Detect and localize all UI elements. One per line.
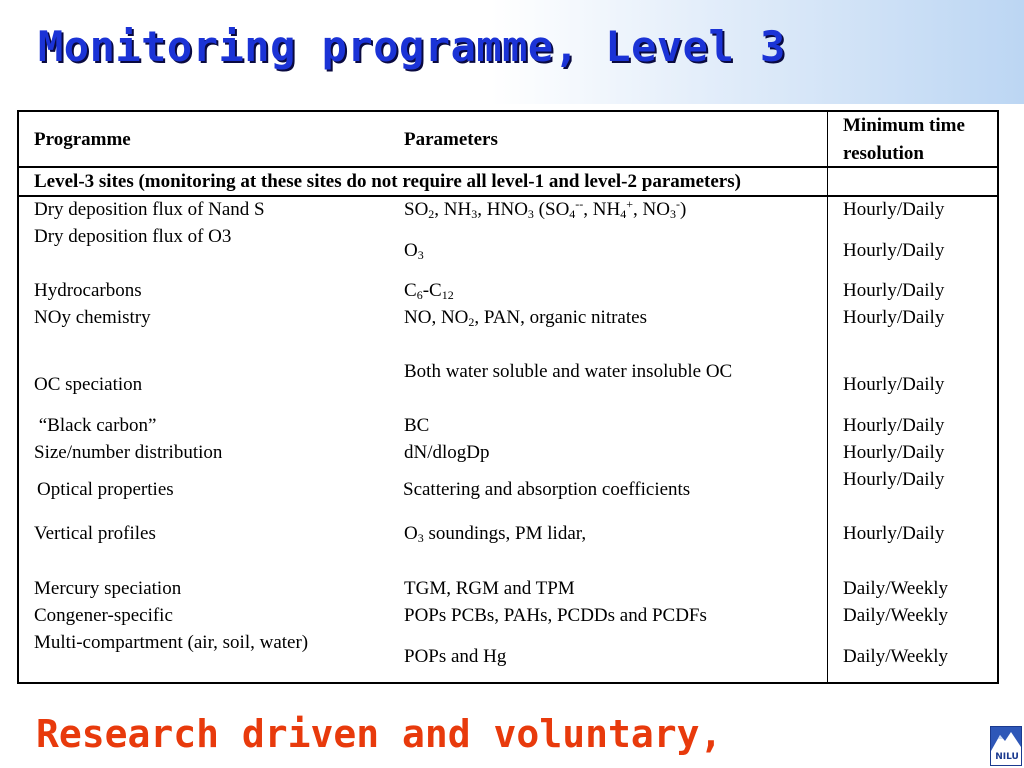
header-programme: Programme bbox=[34, 129, 131, 150]
row-12-programme: Multi-compartment (air, soil, water) bbox=[34, 632, 309, 653]
row-7-resolution: Hourly/Daily bbox=[843, 442, 945, 463]
row-12-resolution: Daily/Weekly bbox=[843, 646, 949, 667]
row-4-parameters: NO, $NO_2$, PAN, organic nitrates bbox=[404, 307, 647, 329]
row-3-resolution: Hourly/Daily bbox=[843, 280, 945, 301]
slide-title: Monitoring programme, Level 3 bbox=[38, 22, 786, 71]
row-7-parameters: dN/dlogDp bbox=[404, 442, 490, 463]
row-1-programme: Dry deposition flux of Nand S bbox=[34, 199, 265, 220]
row-12-parameters: POPs and Hg bbox=[404, 646, 507, 667]
row-10-resolution: Daily/Weekly bbox=[843, 578, 949, 599]
row-8-resolution: Hourly/Daily bbox=[843, 469, 945, 490]
row-9-programme: Vertical profiles bbox=[34, 523, 156, 544]
row-3-parameters: $C_6-C_{12}$ bbox=[404, 280, 454, 302]
row-2-resolution: Hourly/Daily bbox=[843, 240, 945, 261]
row-5-parameters: Both water soluble and water insoluble OC bbox=[404, 361, 733, 382]
row-5-resolution: Hourly/Daily bbox=[843, 374, 945, 395]
row-6-parameters: BC bbox=[404, 415, 430, 436]
nilu-mountain-icon bbox=[991, 727, 1021, 751]
row-1-resolution: Hourly/Daily bbox=[843, 199, 945, 220]
row-2-parameters: $O_3$ bbox=[404, 240, 424, 262]
row-8-programme: Optical properties bbox=[37, 479, 174, 500]
row-11-parameters: POPs PCBs, PAHs, PCDDs and PCDFs bbox=[404, 605, 707, 626]
row-2-programme: Dry deposition flux of O3 bbox=[34, 226, 232, 247]
row-11-resolution: Daily/Weekly bbox=[843, 605, 949, 626]
row-4-resolution: Hourly/Daily bbox=[843, 307, 945, 328]
row-8-parameters: Scattering and absorption coefficients bbox=[403, 479, 691, 500]
row-4-programme: NOy chemistry bbox=[34, 307, 151, 328]
row-6-programme: “Black carbon” bbox=[34, 415, 157, 436]
row-10-programme: Mercury speciation bbox=[34, 578, 182, 599]
footer-text: Research driven and voluntary, bbox=[36, 712, 723, 756]
header-resolution-line2: resolution bbox=[843, 143, 924, 164]
row-3-programme: Hydrocarbons bbox=[34, 280, 142, 301]
logo-label: NILU bbox=[995, 752, 1019, 762]
header-parameters: Parameters bbox=[404, 129, 498, 150]
row-9-parameters: $O_3$ soundings, PM lidar, bbox=[404, 523, 587, 545]
section-row-level3: Level-3 sites (monitoring at these sites do not require all level-1 and level-2 parameters) bbox=[34, 171, 741, 192]
row-10-parameters: TGM, RGM and TPM bbox=[404, 578, 575, 599]
header-resolution-line1: Minimum time bbox=[843, 115, 965, 136]
row-5-programme: OC speciation bbox=[34, 374, 143, 395]
row-9-resolution: Hourly/Daily bbox=[843, 523, 945, 544]
row-11-programme: Congener-specific bbox=[34, 605, 173, 626]
row-6-resolution: Hourly/Daily bbox=[843, 415, 945, 436]
row-7-programme: Size/number distribution bbox=[34, 442, 223, 463]
row-1-parameters: $SO_2$, $NH_3$, $HNO_3$ ($SO_4^{--}$, $NH_4^+$, $NO_3^-$) bbox=[404, 197, 687, 221]
nilu-logo bbox=[990, 726, 1022, 766]
